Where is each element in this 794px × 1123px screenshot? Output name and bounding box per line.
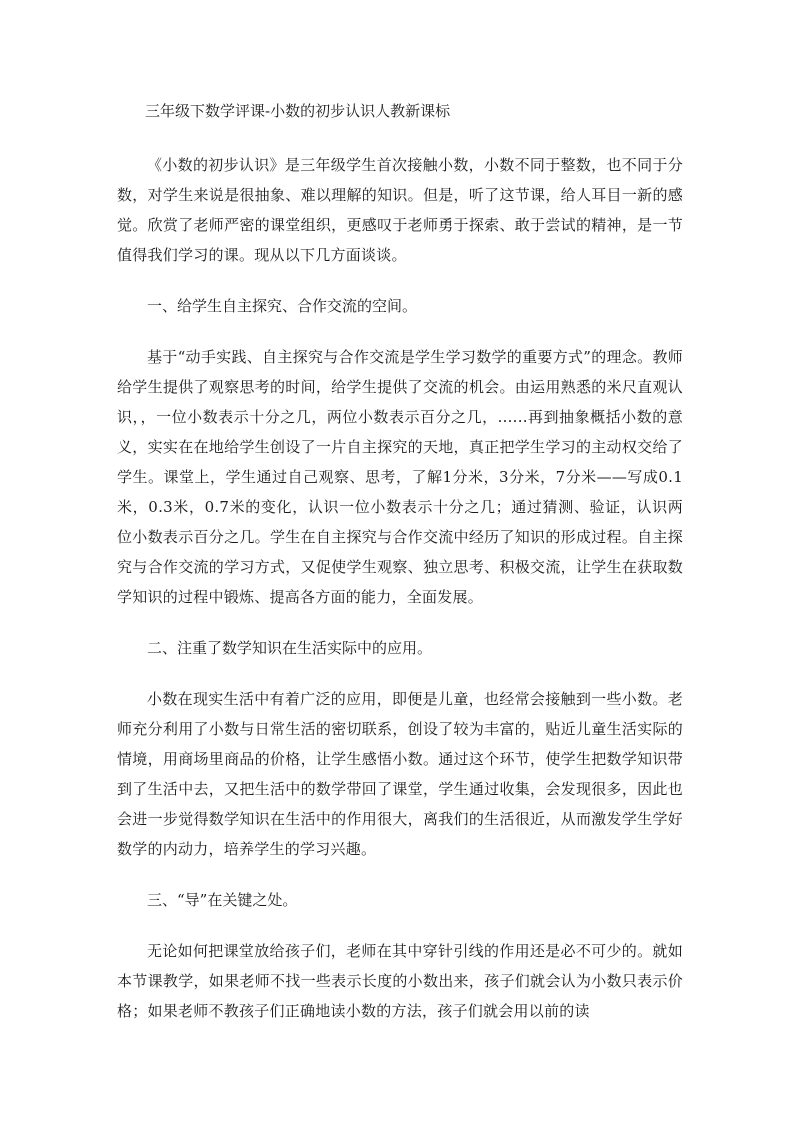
intro-paragraph: 《小数的初步认识》是三年级学生首次接触小数，小数不同于整数，也不同于分数，对学生来说是很抽象、难以理解的知识。但是，听了这节课，给人耳目一新的感觉。欣赏了老师严密的课堂组织，更感叹于老师勇于探索、敢于尝试的精神，是一节值得我们学习的课。现从以下几方面谈谈。: [117, 156, 683, 264]
document-title: 三年级下数学评课-小数的初步认识人教新课标: [145, 102, 451, 120]
section-2-heading: 二、注重了数学知识在生活实际中的应用。: [147, 639, 433, 657]
section-3-paragraph: 无论如何把课堂放给孩子们，老师在其中穿针引线的作用还是必不可少的。就如本节课教学，如果老师不找一些表示长度的小数出来，孩子们就会认为小数只表示价格；如果老师不教孩子们正确地读小数的方法，孩子们就会用以前的读: [117, 942, 683, 1020]
spacer: [117, 270, 683, 291]
spacer: [117, 126, 683, 150]
section-3-heading: 三、“导”在关键之处。: [147, 891, 298, 909]
spacer: [117, 663, 683, 684]
spacer: [117, 321, 683, 342]
section-2-paragraph: 小数在现实生活中有着广泛的应用，即便是儿童，也经常会接触到一些小数。老师充分利用了小数与日常生活的密切联系，创设了较为丰富的，贴近儿童生活实际的情境，用商场里商品的价格，让学生感悟小数。通过这个环节，使学生把数学知识带到了生活中去，又把生活中的数学带回了课堂，学生通过收集，会发现很多，因此也会进一步觉得数学知识在生活中的作用很大，离我们的生活很近，从而激发学生学好数学的内动力，培养学生的学习兴趣。: [117, 690, 683, 858]
document-body: [117, 96, 683, 1026]
spacer: [117, 915, 683, 936]
section-1-paragraph: 基于“动手实践、自主探究与合作交流是学生学习数学的重要方式”的理念。教师给学生提供了观察思考的时间，给学生提供了交流的机会。由运用熟悉的米尺直观认识，，一位小数表示十分之几，两位小数表示百分之几，......再到抽象概括小数的意义，实实在在地给学生创设了一片自主探究的天地，真正把学生学习的主动权交给了学生。课堂上，学生通过自己观察、思考，了解1分米，3分米，7分米——写成0.1米，0.3米，0.7米的变化，认识一位小数表示十分之几；通过猜测、验证，认识两位小数表示百分之几。学生在自主探究与合作交流中经历了知识的形成过程。自主探究与合作交流的学习方式，又促使学生观察、独立思考、积极交流，让学生在获取数学知识的过程中锻炼、提高各方面的能力，全面发展。: [117, 348, 683, 606]
spacer: [117, 864, 683, 885]
section-1-heading: 一、给学生自主探究、合作交流的空间。: [147, 297, 418, 315]
spacer: [117, 612, 683, 633]
